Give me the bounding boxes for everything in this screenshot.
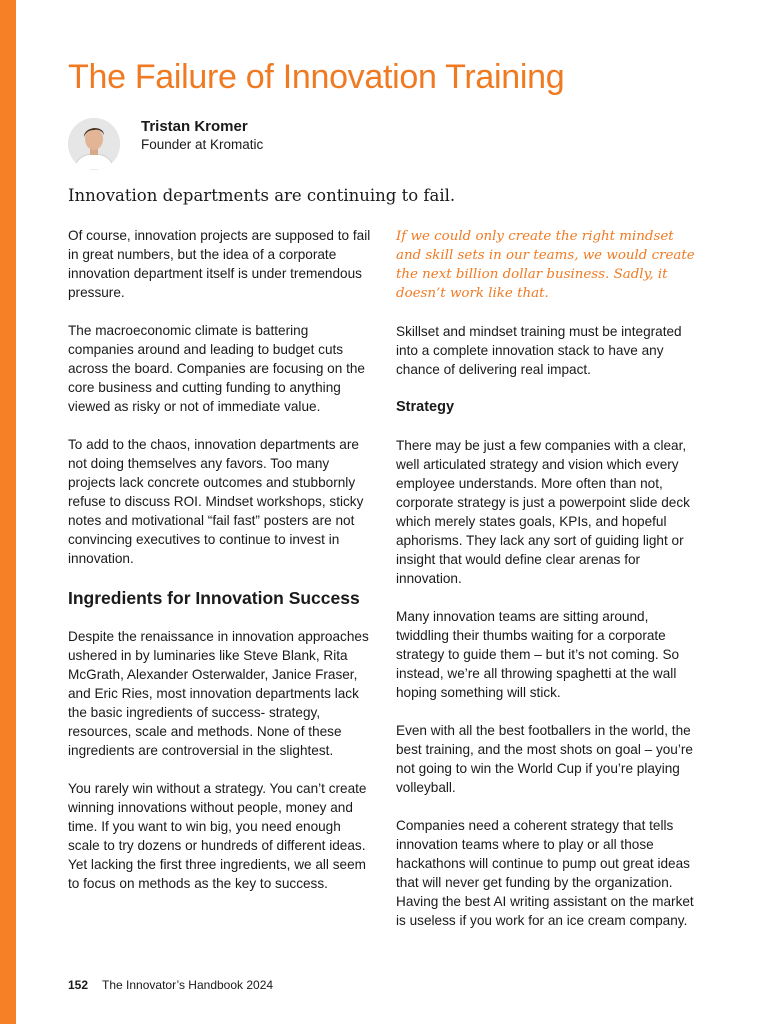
author-photo-icon — [68, 118, 120, 170]
paragraph: Of course, innovation projects are supposed to fail in great numbers, but the idea of a corporate innovation department itself is under tremendous pressure. — [68, 228, 371, 300]
pull-quote: If we could only create the right mindset and skill sets in our teams, we would create the next billion dollar business. Sadly, it doesn’t work like that. — [396, 229, 695, 301]
paragraph: Skillset and mindset training must be integrated into a complete innovation stack to have any chance of delivering real impact. — [396, 324, 682, 377]
author-byline — [68, 118, 468, 170]
author-avatar — [68, 118, 120, 170]
paragraph: The macroeconomic climate is battering companies around and leading to budget cuts across the board. Companies are focusing on the core business and cutting funding to anything viewed as risky or not of immediate value. — [68, 323, 365, 414]
paragraph: To add to the chaos, innovation departments are not doing themselves any favors. Too many projects lack concrete outcomes and stubbornly refuse to discuss ROI. Mindset workshops, sticky notes and motivational “fail fast” posters are not convincing executives to continue to invest in innovation. — [68, 437, 364, 566]
left-column — [68, 226, 372, 912]
paragraph: You rarely win without a strategy. You can’t create winning innovations without people, money and time. If you want to win big, you need enough scale to try dozens or hundreds of different ideas. Yet lacking the first three ingredients, we all seem to focus on methods as the key to success. — [68, 781, 367, 891]
right-column — [396, 227, 700, 949]
page-footer — [68, 978, 273, 992]
section-heading: Ingredients for Innovation Success — [68, 588, 360, 608]
publication-name: The Innovator’s Handbook 2024 — [102, 978, 274, 992]
section-heading: Strategy — [396, 399, 455, 415]
paragraph: There may be just a few companies with a clear, well articulated strategy and vision which every employee understands. More often than not, corporate strategy is just a powerpoint slide deck which merely states goals, KPIs, and hopeful aphorisms. They lack any sort of guiding light or insight that would define clear arenas for innovation. — [396, 438, 690, 586]
accent-sidebar — [0, 0, 16, 1024]
author-name: Tristan Kromer — [141, 118, 248, 135]
author-role: Founder at Kromatic — [141, 137, 264, 152]
page-title: The Failure of Innovation Training — [68, 58, 565, 96]
paragraph: Despite the renaissance in innovation approaches ushered in by luminaries like Steve Blank, Rita McGrath, Alexander Osterwalder, Janice Fraser, and Eric Ries, most innovation departments lack the basic ingredients of success- strategy, resources, scale and methods. None of these ingredients are controversial in the slightest. — [68, 629, 369, 758]
paragraph: Many innovation teams are sitting around, twiddling their thumbs waiting for a corporate strategy to guide them – but it’s not coming. So instead, we’re all throwing spaghetti at the wall hoping something will stick. — [396, 609, 680, 700]
lead-sentence: Innovation departments are continuing to fail. — [68, 186, 456, 205]
page-number: 152 — [68, 978, 89, 992]
paragraph: Even with all the best footballers in the world, the best training, and the most shots on goal – you’re not going to win the World Cup if you’re playing volleyball. — [396, 723, 693, 795]
paragraph: Companies need a coherent strategy that tells innovation teams where to play or all those hackathons will continue to pump out great ideas that will never get funding by the organization. Having the best AI writing assistant on the market is useless if you work for an ice cream company. — [396, 818, 694, 928]
